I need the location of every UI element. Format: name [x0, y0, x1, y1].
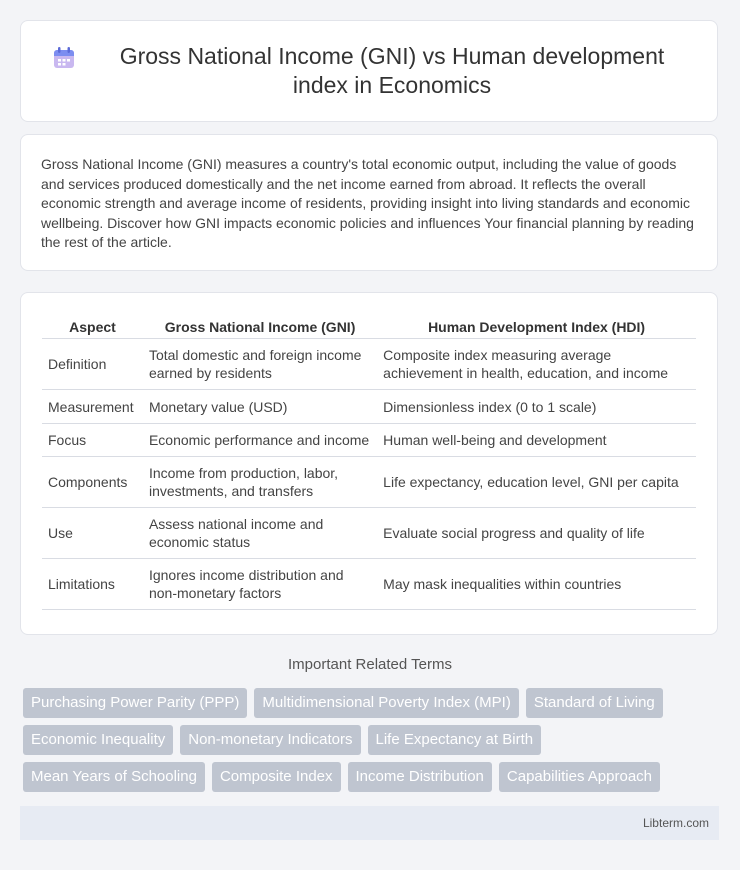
tag-row [23, 688, 723, 718]
row-aspect: Components [42, 457, 143, 508]
row-gni: Income from production, labor, investments, and transfers [143, 457, 377, 508]
title-wrap [51, 42, 687, 100]
tag-mpi[interactable]: Multidimensional Poverty Index (MPI) [254, 688, 518, 718]
row-gni: Economic performance and income [143, 424, 377, 457]
intro-card [20, 134, 718, 271]
footer [20, 806, 719, 840]
tag-economic-inequality[interactable]: Economic Inequality [23, 725, 173, 755]
tag-row [23, 762, 723, 792]
tag-life-expectancy[interactable]: Life Expectancy at Birth [368, 725, 542, 755]
row-aspect: Use [42, 508, 143, 559]
related-terms-heading: Important Related Terms [288, 656, 452, 673]
tag-standard-of-living[interactable]: Standard of Living [526, 688, 663, 718]
row-gni: Total domestic and foreign income earned by residents [143, 339, 377, 390]
page-title: Gross National Income (GNI) vs Human development index in Economics [119, 43, 665, 98]
row-aspect: Limitations [42, 559, 143, 610]
table-header-row [42, 315, 696, 339]
row-aspect: Focus [42, 424, 143, 457]
table-row [42, 457, 696, 508]
header-hdi: Human Development Index (HDI) [377, 315, 696, 339]
comparison-table [42, 315, 696, 610]
related-tags [23, 688, 723, 799]
tag-mean-years-schooling[interactable]: Mean Years of Schooling [23, 762, 205, 792]
tag-non-monetary-indicators[interactable]: Non-monetary Indicators [180, 725, 360, 755]
table-row [42, 559, 696, 610]
table-row [42, 424, 696, 457]
row-hdi: Composite index measuring average achievement in health, education, and income [377, 339, 696, 390]
row-aspect: Definition [42, 339, 143, 390]
row-gni: Assess national income and economic status [143, 508, 377, 559]
tag-income-distribution[interactable]: Income Distribution [348, 762, 492, 792]
row-hdi: Evaluate social progress and quality of life [377, 508, 696, 559]
intro-paragraph: Gross National Income (GNI) measures a country's total economic output, including the value of goods and services produced domestically and the net income earned from abroad. It reflects the overall economic strength and average income of residents, providing insight into living standards and economic wellbeing. Discover how GNI impacts economic policies and influences Your financial planning by reading the rest of the article. [41, 156, 694, 251]
row-gni: Monetary value (USD) [143, 390, 377, 424]
row-hdi: Dimensionless index (0 to 1 scale) [377, 390, 696, 424]
header-gni: Gross National Income (GNI) [143, 315, 377, 339]
row-aspect: Measurement [42, 390, 143, 424]
tag-row [23, 725, 723, 755]
table-row [42, 339, 696, 390]
table-row [42, 390, 696, 424]
table-row [42, 508, 696, 559]
row-gni: Ignores income distribution and non-monetary factors [143, 559, 377, 610]
comparison-card [20, 292, 718, 635]
title-card [20, 20, 718, 122]
row-hdi: Human well-being and development [377, 424, 696, 457]
calendar-icon [51, 45, 77, 71]
footer-site-link[interactable]: Libterm.com [642, 816, 709, 830]
row-hdi: May mask inequalities within countries [377, 559, 696, 610]
tag-ppp[interactable]: Purchasing Power Parity (PPP) [23, 688, 247, 718]
row-hdi: Life expectancy, education level, GNI per capita [377, 457, 696, 508]
tag-capabilities-approach[interactable]: Capabilities Approach [499, 762, 660, 792]
tag-composite-index[interactable]: Composite Index [212, 762, 341, 792]
header-aspect: Aspect [42, 315, 143, 339]
